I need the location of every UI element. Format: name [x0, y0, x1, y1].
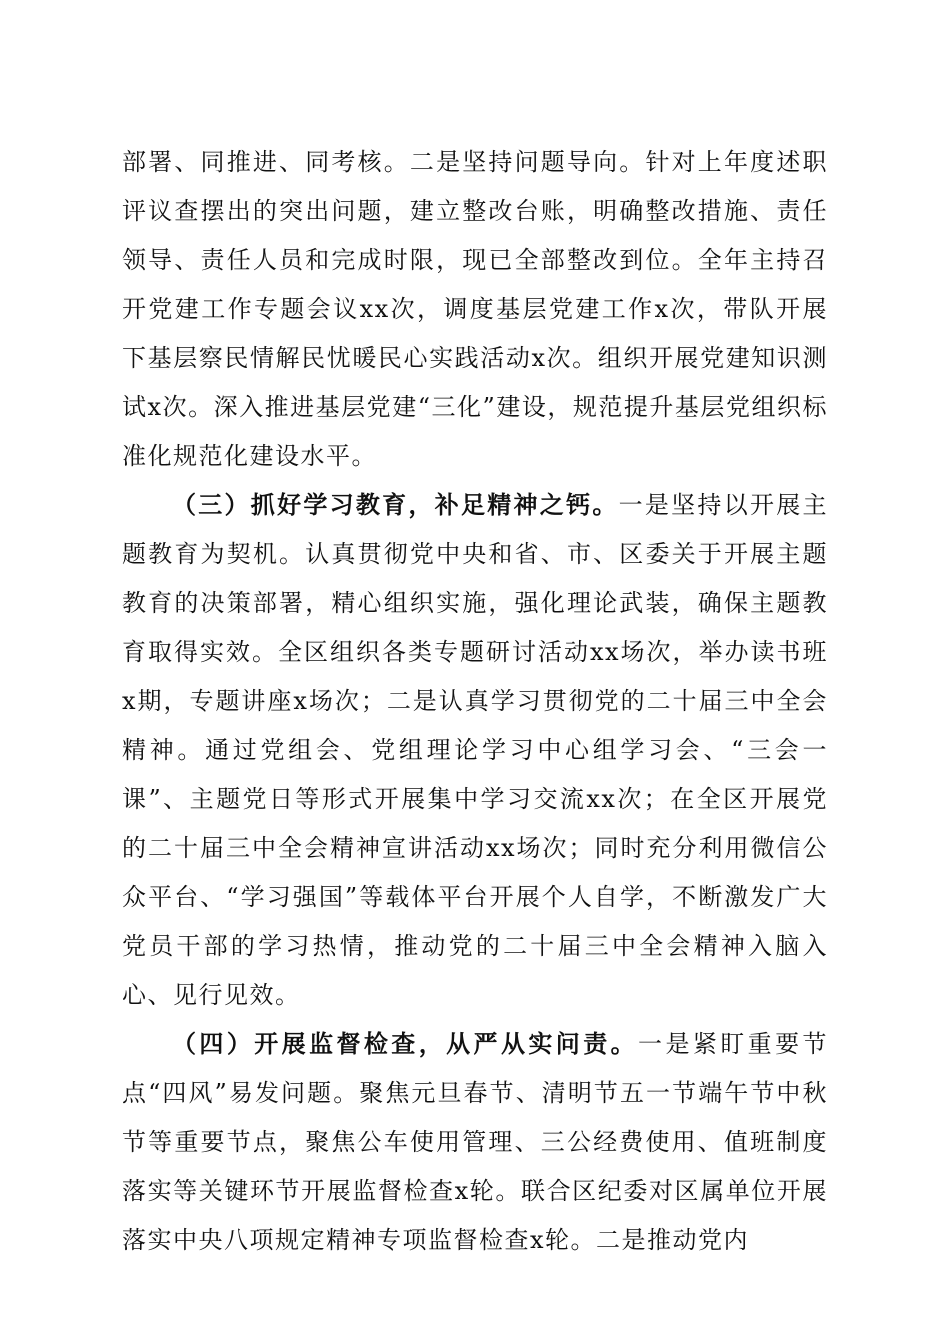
- paragraph-text: 一是坚持以开展主题教育为契机。认真贯彻党中央和省、市、区委关于开展主题教育的决策部署，精心组织实施，强化理论武装，确保主题教育取得实效。全区组织各类专题研讨活动xx场次，举办读书班x期，专题讲座x场次；二是认真学习贯彻党的二十届三中全会精神。通过党组会、党组理论学习中心组学习会、“三会一课”、主题党日等形式开展集中学习交流xx次；在全区开展党的二十届三中全会精神宣讲活动xx场次；同时充分利用微信公众平台、“学习强国”等载体平台开展个人自学，不断激发广大党员干部的学习热情，推动党的二十届三中全会精神入脑入心、见行见效。: [122, 491, 829, 1009]
- paragraph-text: 一是紧盯重要节点“四风”易发问题。聚焦元旦春节、清明节五一节端午节中秋节等重要节点，聚焦公车使用管理、三公经费使用、值班制度落实等关键环节开展监督检查x轮。联合区纪委对区属单位开展落实中央八项规定精神专项监督检查x轮。二是推动党内: [122, 1030, 829, 1254]
- paragraph-text: 部署、同推进、同考核。二是坚持问题导向。针对上年度述职评议查摆出的突出问题，建立整改台账，明确整改措施、责任领导、责任人员和完成时限，现已全部整改到位。全年主持召开党建工作专题会议xx次，调度基层党建工作x次，带队开展下基层察民情解民忧暖民心实践活动x次。组织开展党建知识测试x次。深入推进基层党建“三化”建设，规范提升基层党组织标准化规范化建设水平。: [122, 148, 828, 470]
- section-heading-3: （三）抓好学习教育，补足精神之钙。: [172, 491, 619, 519]
- paragraph-supervision: [122, 1020, 828, 1265]
- document-body: [122, 138, 828, 1265]
- section-heading-4: （四）开展监督检查，从严从实问责。: [172, 1030, 639, 1058]
- paragraph-continuation: [122, 138, 828, 481]
- paragraph-study-education: [122, 481, 828, 1020]
